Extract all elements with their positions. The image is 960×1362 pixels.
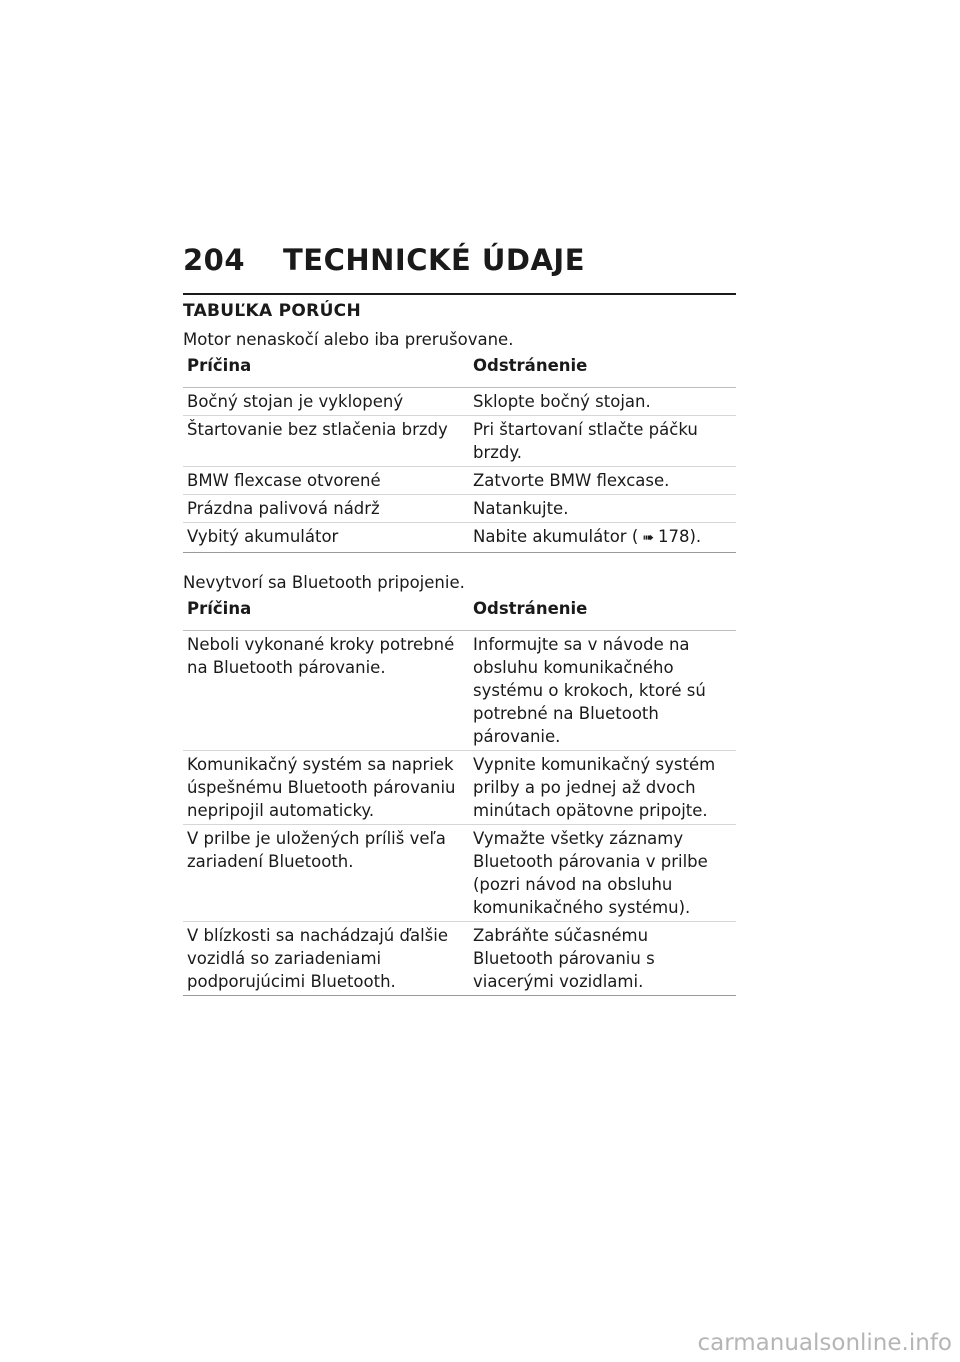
chapter-title: TECHNICKÉ ÚDAJE	[283, 243, 586, 277]
cause-cell: Prázdna palivová nádrž	[183, 495, 469, 523]
watermark: carmanualsonline.info	[697, 1330, 952, 1356]
remedy-cell	[469, 523, 736, 553]
cause-cell: V prilbe je uložených príliš veľa zariadení Bluetooth.	[183, 825, 469, 922]
cause-cell: Bočný stojan je vyklopený	[183, 388, 469, 416]
cause-cell: Neboli vykonané kroky potrebné na Bluetooth párovanie.	[183, 631, 469, 751]
column-header-cause: Príčina	[183, 351, 469, 388]
fault-table	[183, 594, 736, 996]
table-row	[183, 922, 736, 996]
table-row	[183, 825, 736, 922]
table-row	[183, 631, 736, 751]
table-header-row	[183, 351, 736, 388]
table-row	[183, 495, 736, 523]
page-reference-arrow-icon: ➠	[642, 530, 654, 546]
header-rule	[183, 293, 736, 295]
problem-title: Nevytvorí sa Bluetooth pripojenie.	[183, 573, 465, 592]
remedy-cell: Zabráňte súčasnému Bluetooth párovaniu s viacerými vozidlami.	[469, 922, 736, 996]
remedy-cell: Sklopte bočný stojan.	[469, 388, 736, 416]
remedy-cell: Natankujte.	[469, 495, 736, 523]
remedy-text: Nabite akumulátor (	[473, 527, 639, 546]
section-title: TABUĽKA PORÚCH	[183, 301, 361, 321]
fault-table	[183, 351, 736, 553]
cause-cell: Štartovanie bez stlačenia brzdy	[183, 416, 469, 467]
column-header-remedy: Odstránenie	[469, 351, 736, 388]
table-row	[183, 751, 736, 825]
table-row	[183, 388, 736, 416]
cause-cell: Komunikačný systém sa napriek úspešnému Bluetooth párovaniu nepripojil automaticky.	[183, 751, 469, 825]
page-header	[183, 243, 736, 277]
cause-cell: Vybitý akumulátor	[183, 523, 469, 553]
table-row	[183, 467, 736, 495]
table-row	[183, 416, 736, 467]
remedy-cell: Informujte sa v návode na obsluhu komunikačného systému o krokoch, ktoré sú potrebné na Bluetooth párovanie.	[469, 631, 736, 751]
column-header-remedy: Odstránenie	[469, 594, 736, 631]
remedy-text-suffix: ).	[689, 527, 702, 546]
remedy-cell: Vymažte všetky záznamy Bluetooth párovania v prilbe (pozri návod na obsluhu komunikačného systému).	[469, 825, 736, 922]
table-header-row	[183, 594, 736, 631]
page-reference-link[interactable]: 178	[657, 527, 690, 546]
cause-cell: V blízkosti sa nachádzajú ďalšie vozidlá so zariadeniami podporujúcimi Bluetooth.	[183, 922, 469, 996]
table-row	[183, 523, 736, 553]
cause-cell: BMW flexcase otvorené	[183, 467, 469, 495]
remedy-cell: Zatvorte BMW flexcase.	[469, 467, 736, 495]
column-header-cause: Príčina	[183, 594, 469, 631]
content	[183, 328, 736, 1014]
problem-title: Motor nenaskočí alebo iba prerušovane.	[183, 330, 514, 349]
remedy-cell: Vypnite komunikačný systém prilby a po jednej až dvoch minútach opätovne pripojte.	[469, 751, 736, 825]
remedy-cell: Pri štartovaní stlačte páčku brzdy.	[469, 416, 736, 467]
page-number: 204	[183, 243, 246, 277]
